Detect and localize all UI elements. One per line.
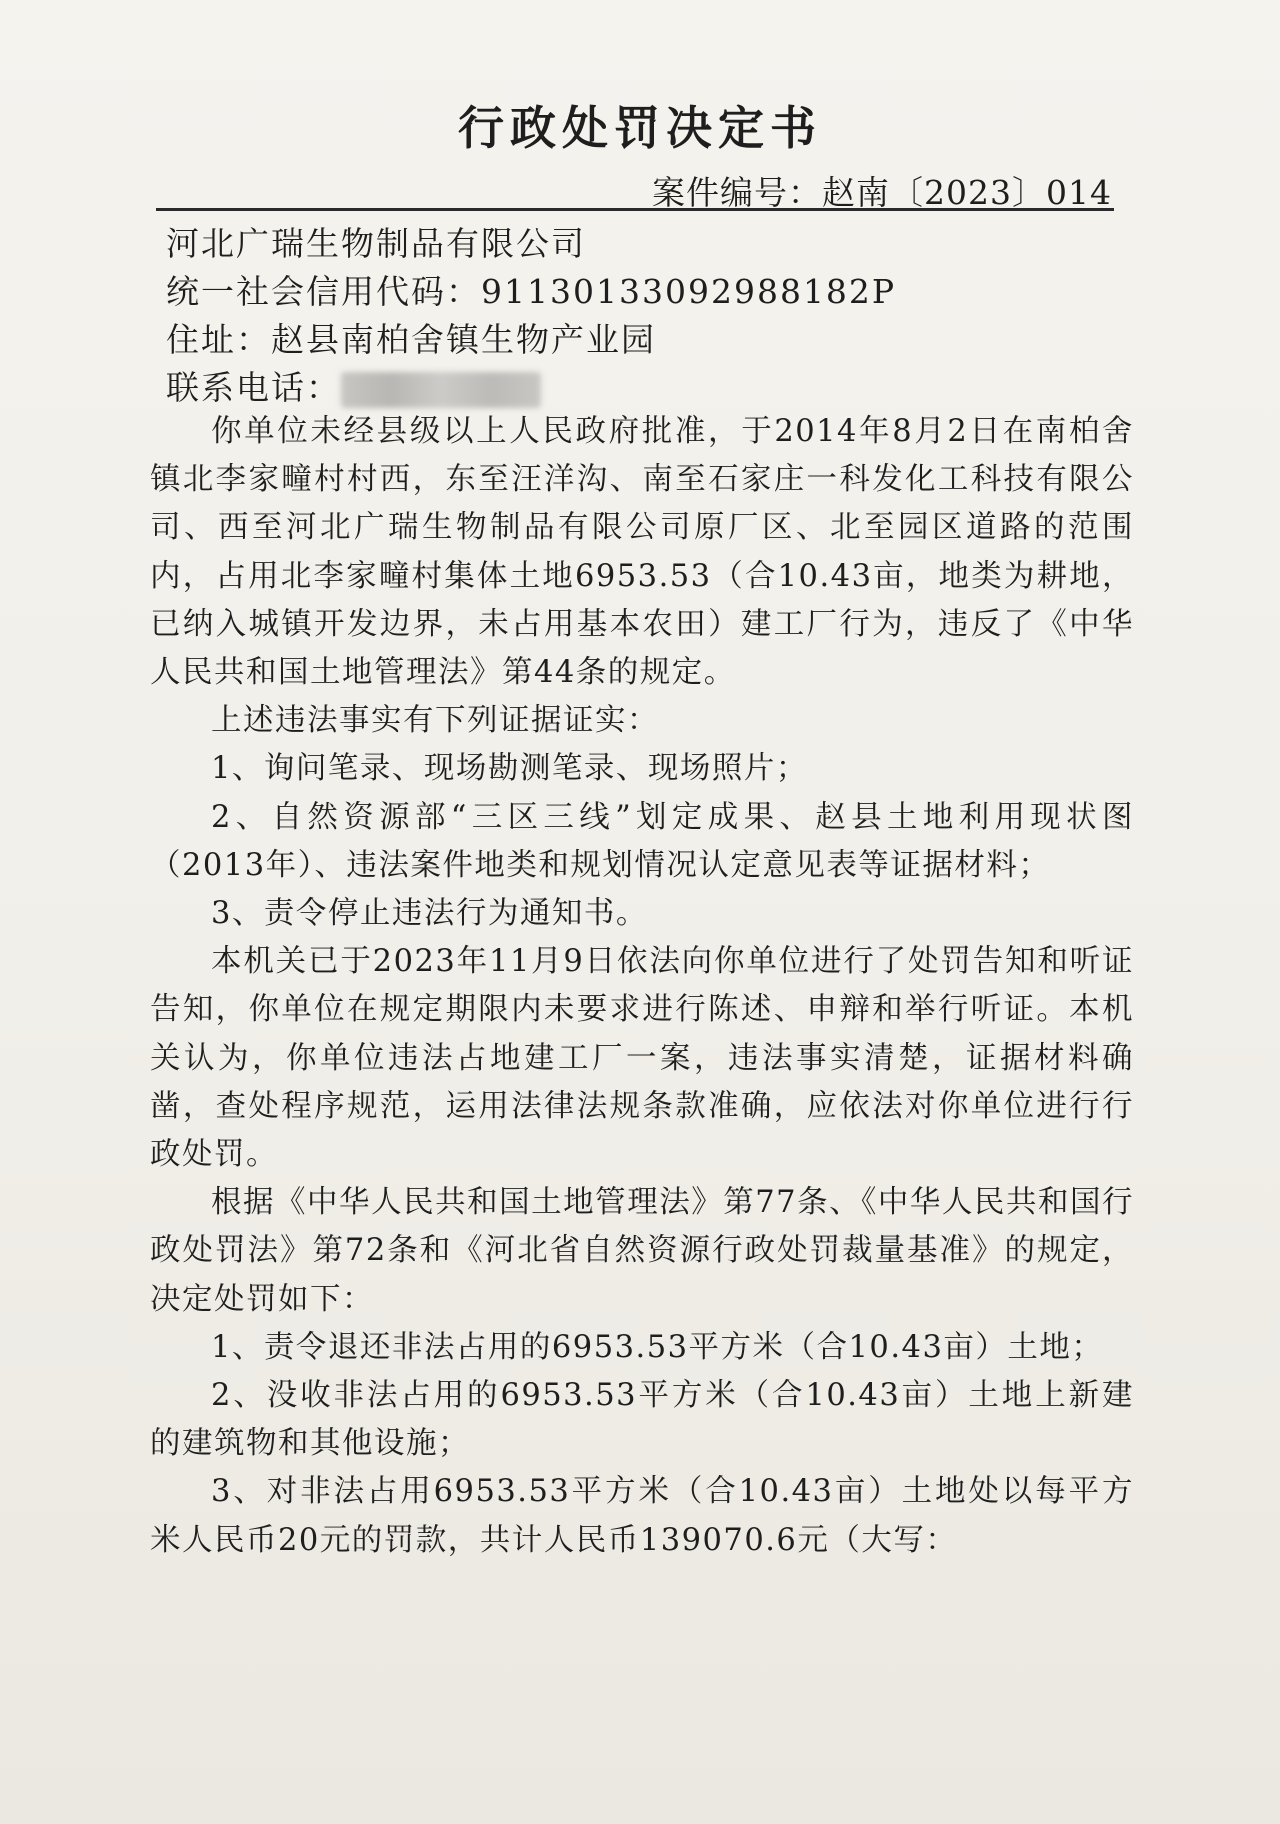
phone-line [166,364,896,412]
document-title: 行政处罚决定书 [458,101,822,155]
company-name: 河北广瑞生物制品有限公司 [166,224,586,263]
redacted-phone [341,372,541,408]
paragraph-facts: 你单位未经县级以上人民政府批准，于2014年8月2日在南柏舍镇北李家疃村村西，东至汪洋沟、南至石家庄一科发化工科技有限公司、西至河北广瑞生物制品有限公司原厂区、北至园区道路的范围内，占用北李家疃村集体土地6953.53（合10.43亩，地类为耕地，已纳入城镇开发边界，未占用基本农田）建工厂行为，违反了《中华人民共和国土地管理法》第44条的规定。 [150,414,1134,691]
header-rule [156,208,1114,211]
credit-code: 统一社会信用代码：91130133092988182P [166,272,897,311]
case-number: 案件编号：赵南〔2023〕014 [652,173,1112,212]
document-body [150,408,1134,1565]
evidence-item: 1、询问笔录、现场勘测笔录、现场照片； [211,751,808,787]
phone-label: 联系电话： [166,368,341,407]
address: 住址：赵县南柏舍镇生物产业园 [166,320,656,359]
party-info [166,220,896,412]
paragraph-notice: 本机关已于2023年11月9日依法向你单位进行了处罚告知和听证告知，你单位在规定期限内未要求进行陈述、申辩和举行听证。本机关认为，你单位违法占地建工厂一案，违法事实清楚，证据材料确凿，查处程序规范，运用法律法规条款准确，应依法对你单位进行行政处罚。 [150,944,1134,1173]
penalty-item: 2、没收非法占用的6953.53平方米（合10.43亩）土地上新建的建筑物和其他设施； [150,1378,1134,1462]
penalty-item: 1、责令退还非法占用的6953.53平方米（合10.43亩）土地； [211,1329,1104,1365]
evidence-item: 2、自然资源部“三区三线”划定成果、赵县土地利用现状图（2013年）、违法案件地类和规划情况认定意见表等证据材料； [150,799,1134,883]
paragraph-evidence-intro: 上述违法事实有下列证据证实： [211,703,659,739]
paragraph-basis: 根据《中华人民共和国土地管理法》第77条、《中华人民共和国行政处罚法》第72条和《河北省自然资源行政处罚裁量基准》的规定，决定处罚如下： [150,1185,1134,1317]
penalty-item: 3、对非法占用6953.53平方米（合10.43亩）土地处以每平方米人民币20元的罚款，共计人民币139070.6元（大写： [150,1474,1134,1558]
evidence-item: 3、责令停止违法行为通知书。 [211,896,648,932]
